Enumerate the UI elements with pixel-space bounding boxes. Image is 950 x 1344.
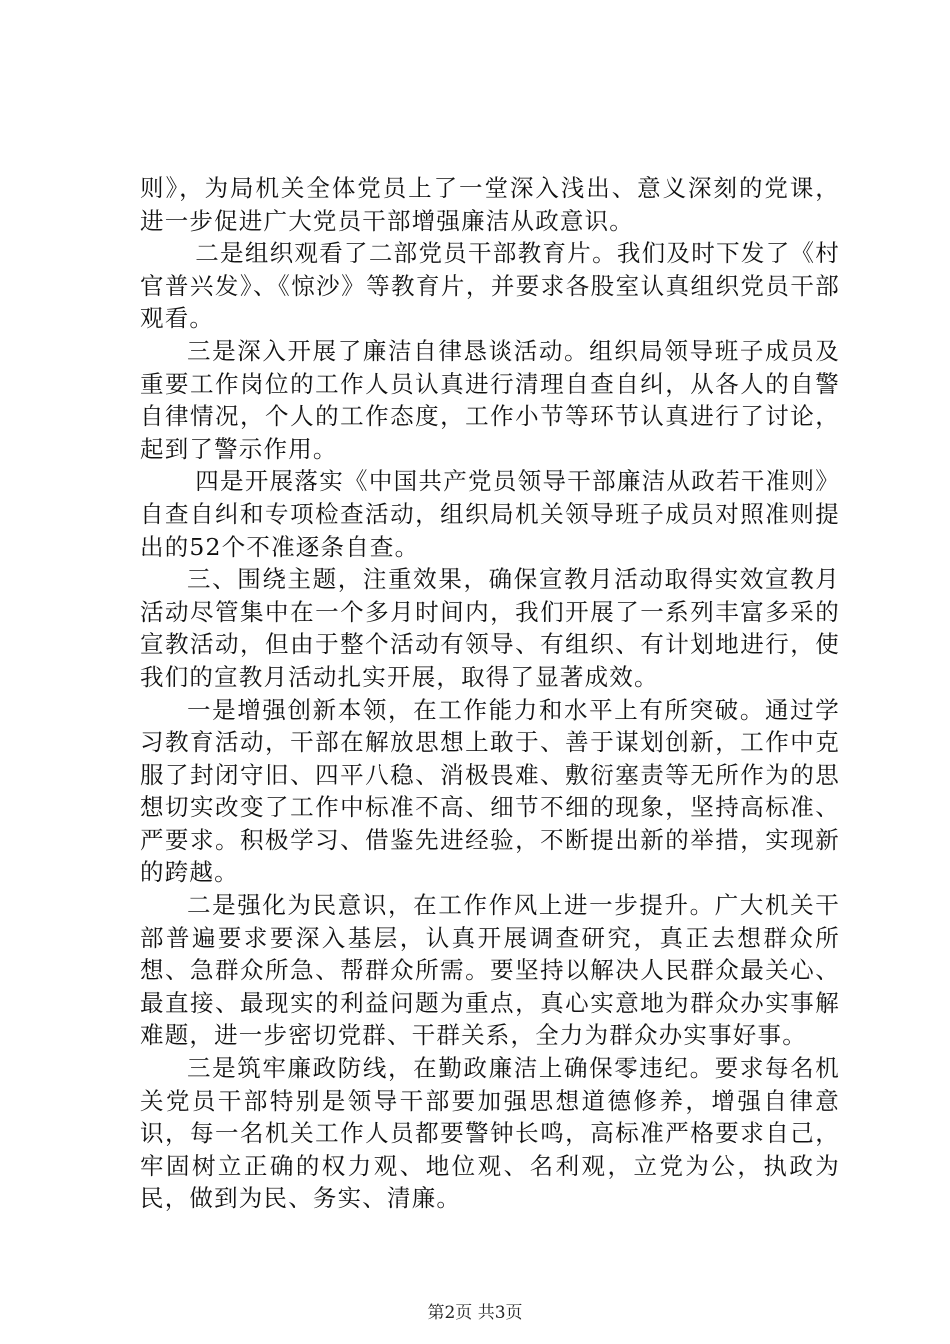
paragraph-innovation: 一是增强创新本领，在工作能力和水平上有所突破。通过学习教育活动，干部在解放思想上敢于、善于谋划创新，工作中克服了封闭守旧、四平八稳、消极畏难、敷衍塞责等无所作为的思想切实改变了工作中标准不高、细节不细的现象，坚持高标准、严要求。积极学习、借鉴先进经验，不断提出新的举措，实现新的跨越。 [140, 695, 840, 887]
paragraph-self-inspection: 四是开展落实《中国共产党员领导干部廉洁从政若干准则》自查自纠和专项检查活动，组织局机关领导班子成员对照准则提出的52个不准逐条自查。 [140, 467, 840, 561]
paragraph-serving-people: 二是强化为民意识，在工作作风上进一步提升。广大机关干部普遍要求要深入基层，认真开展调查研究，真正去想群众所想、急群众所急、帮群众所需。要坚持以解决人民群众最关心、最直接、最现实的利益问题为重点，真心实意地为群众办实事解难题，进一步密切党群、干群关系，全力为群众办实事好事。 [140, 891, 840, 1050]
paragraph-continuation: 则》，为局机关全体党员上了一堂深入浅出、意义深刻的党课，进一步促进广大党员干部增强廉洁从政意识。 [140, 174, 840, 235]
page-number-footer: 第2页 共3页 [427, 1303, 523, 1323]
paragraph-section-three-heading: 三、围绕主题，注重效果，确保宣教月活动取得实效宣教月活动尽管集中在一个多月时间内，我们开展了一系列丰富多采的宣教活动，但由于整个活动有领导、有组织、有计划地进行，使我们的宣教月活动扎实开展，取得了显著成效。 [140, 565, 840, 691]
paragraph-anti-corruption: 三是筑牢廉政防线，在勤政廉洁上确保零违纪。要求每名机关党员干部特别是领导干部要加强思想道德修养，增强自律意识，每一名机关工作人员都要警钟长鸣，高标准严格要求自己，牢固树立正确的权力观、地位观、名利观，立党为公，执政为民，做到为民、务实、清廉。 [140, 1054, 840, 1213]
paragraph-education-films: 二是组织观看了二部党员干部教育片。我们及时下发了《村官普兴发》、《惊沙》等教育片，并要求各股室认真组织党员干部观看。 [140, 239, 840, 333]
document-body [140, 172, 840, 1215]
paragraph-integrity-talks: 三是深入开展了廉洁自律恳谈活动。组织局领导班子成员及重要工作岗位的工作人员认真进行清理自查自纠，从各人的自警自律情况，个人的工作态度，工作小节等环节认真进行了讨论，起到了警示作用。 [140, 336, 840, 463]
